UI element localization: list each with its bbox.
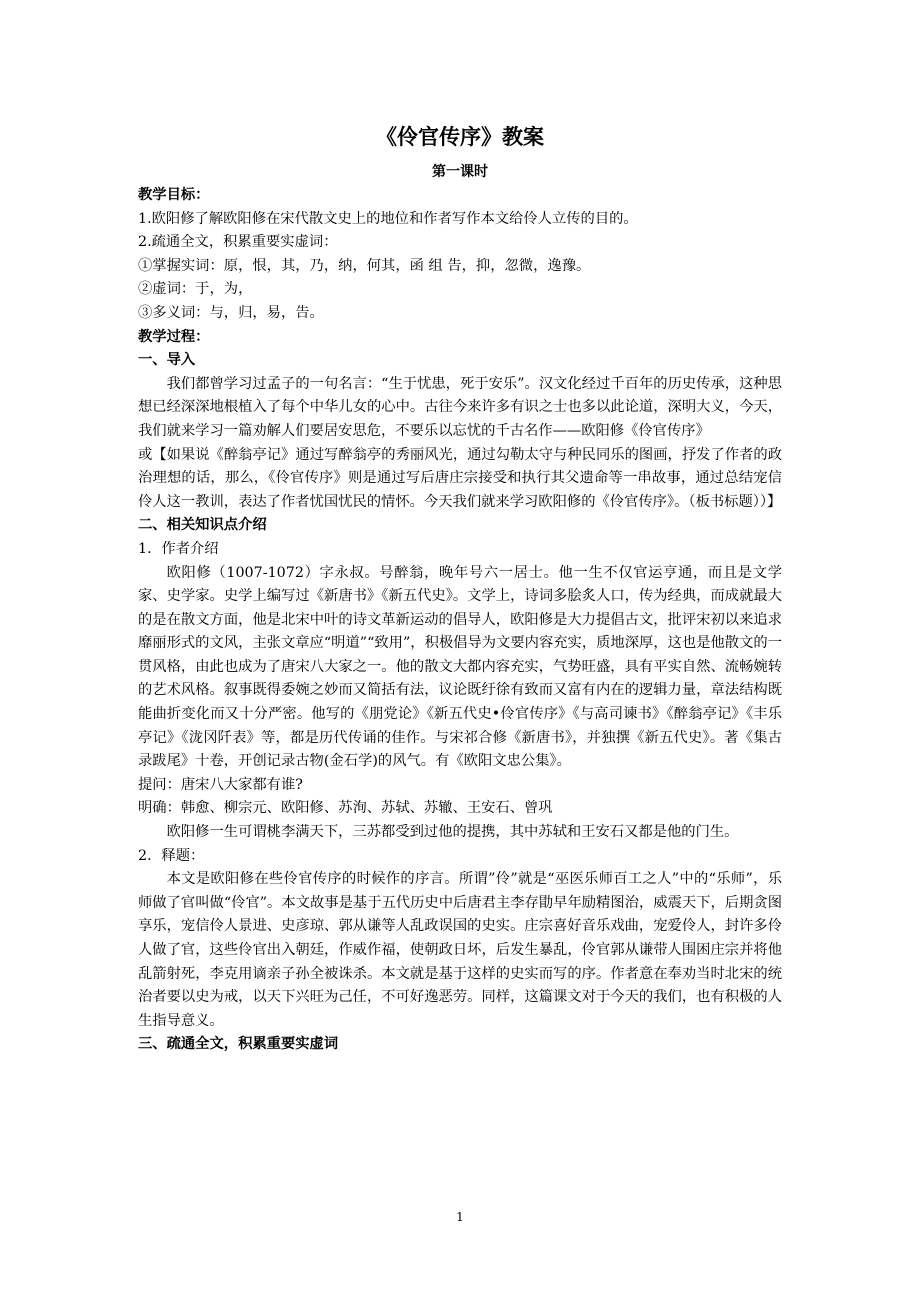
intro-alternative-paragraph: 或【如果说《醉翁亭记》通过写醉翁亭的秀丽风光，通过勾勒太守与种民同乐的图画，抒发了作者的政治理想的话，那么，《伶官传序》则是通过写后唐庄宗接受和执行其父遗命等一串故事，通过总结宠信伶人这一教训，表达了作者忧国忧民的情怀。今天我们就来学习欧阳修的《伶官传序》。（板书标题））】: [138, 446, 782, 510]
goal-item: ①掌握实词：原，恨，其，乃，纳，何其，函 组 告，抑，忽微，逸豫。: [138, 257, 591, 274]
document-title: 《伶官传序》教案: [376, 125, 544, 149]
goal-item: 2.疏通全文，积累重要实虚词：: [138, 234, 338, 251]
process-heading: 教学过程：: [138, 328, 210, 345]
page-number: 1: [456, 1210, 464, 1224]
goal-item: ②虚词：于，为，: [138, 281, 253, 298]
intro-paragraph: 我们都曾学习过孟子的一句名言：“生于忧患，死于安乐”。汉文化经过千百年的历史传承，这种思想已经深深地根植入了每个中华儿女的心中。古往今来许多有识之士也多以此论道，深明大义，今天，我们就来学习一篇劝解人们要居安思危，不要乐以忘忧的千古名作——欧阳修《伶官传序》: [138, 375, 782, 439]
lesson-subtitle: 第一课时: [432, 164, 488, 180]
question-line: 提问：唐宋八大家都有谁?: [138, 776, 303, 793]
section-heading-text-study: 三、疏通全文，积累重要实虚词: [138, 1036, 339, 1053]
title-explanation-paragraph: 本文是欧阳修在些伶官传序的时候作的序言。所谓”伶”就是“巫医乐师百工之人”中的“乐师”，乐师做了官叫做“伶官”。本文故事是基于五代历史中后唐君主李存勖早年励精图治，威震天下，后期贪图享乐，宠信伶人景进、史彦琼、郭从谦等人乱政误国的史实。庄宗喜好音乐戏曲，宠爱伶人，封许多伶人做了官，这些伶官出入朝廷，作威作福，使朝政日坏，后发生暴乱，伶官郭从谦带人围困庄宗并将他乱箭射死，李克用谪亲子孙全被诛杀。本文就是基于这样的史实而写的序。作者意在奉劝当时北宋的统治者要以史为戒，以天下兴旺为己任，不可好逸恶劳。同样，这篇课文对于今天的我们，也有积极的人生指导意义。: [138, 871, 782, 1029]
goal-item: ③多义词：与，归，易，告。: [138, 304, 324, 321]
answer-line: 明确：韩愈、柳宗元、欧阳修、苏洵、苏轼、苏辙、王安石、曾巩: [138, 800, 553, 817]
section-heading-intro: 一、导入: [138, 352, 196, 369]
goal-item: 1.欧阳修了解欧阳修在宋代散文史上的地位和作者写作本文给伶人立传的目的。: [138, 210, 638, 227]
subheading-title-explanation: 2．释题：: [138, 847, 205, 864]
document-content: [138, 122, 782, 1057]
subheading-author: 1．作者介绍: [138, 540, 219, 557]
section-heading-knowledge: 二、相关知识点介绍: [138, 517, 267, 534]
disciples-paragraph: 欧阳修一生可谓桃李满天下，三苏都受到过他的提携，其中苏轼和王安石又都是他的门生。: [166, 824, 739, 841]
goals-heading: 教学目标：: [138, 187, 210, 203]
author-paragraph: 欧阳修（1007-1072）字永叔。号醉翁，晚年号六一居士。他一生不仅官运亨通，而且是文学家、史学家。史学上编写过《新唐书》《新五代史》。文学上，诗词多脍炙人口，传为经典，而成就最大的是在散文方面，他是北宋中叶的诗文革新运动的倡导人，欧阳修是大力提倡古文，批评宋初以来追求靡丽形式的文风，主张文章应“明道”“致用”，积极倡导为文要内容充实，质地深厚，这也是他散文的一贯风格，由此也成为了唐宋八大家之一。他的散文大都内容充实，气势旺盛，具有平实自然、流畅婉转的艺术风格。叙事既得委婉之妙而又简括有法，议论既纡徐有致而又富有内在的逻辑力量，章法结构既能曲折变化而又十分严密。他写的《朋党论》《新五代史•伶官传序》《与高司谏书》《醉翁亭记》《丰乐亭记》《泷冈阡表》等，都是历代传诵的佳作。与宋祁合修《新唐书》，并独撰《新五代史》。著《集古录跋尾》十卷，开创记录古物(金石学)的风气。有《欧阳文忠公集》。: [138, 564, 782, 770]
